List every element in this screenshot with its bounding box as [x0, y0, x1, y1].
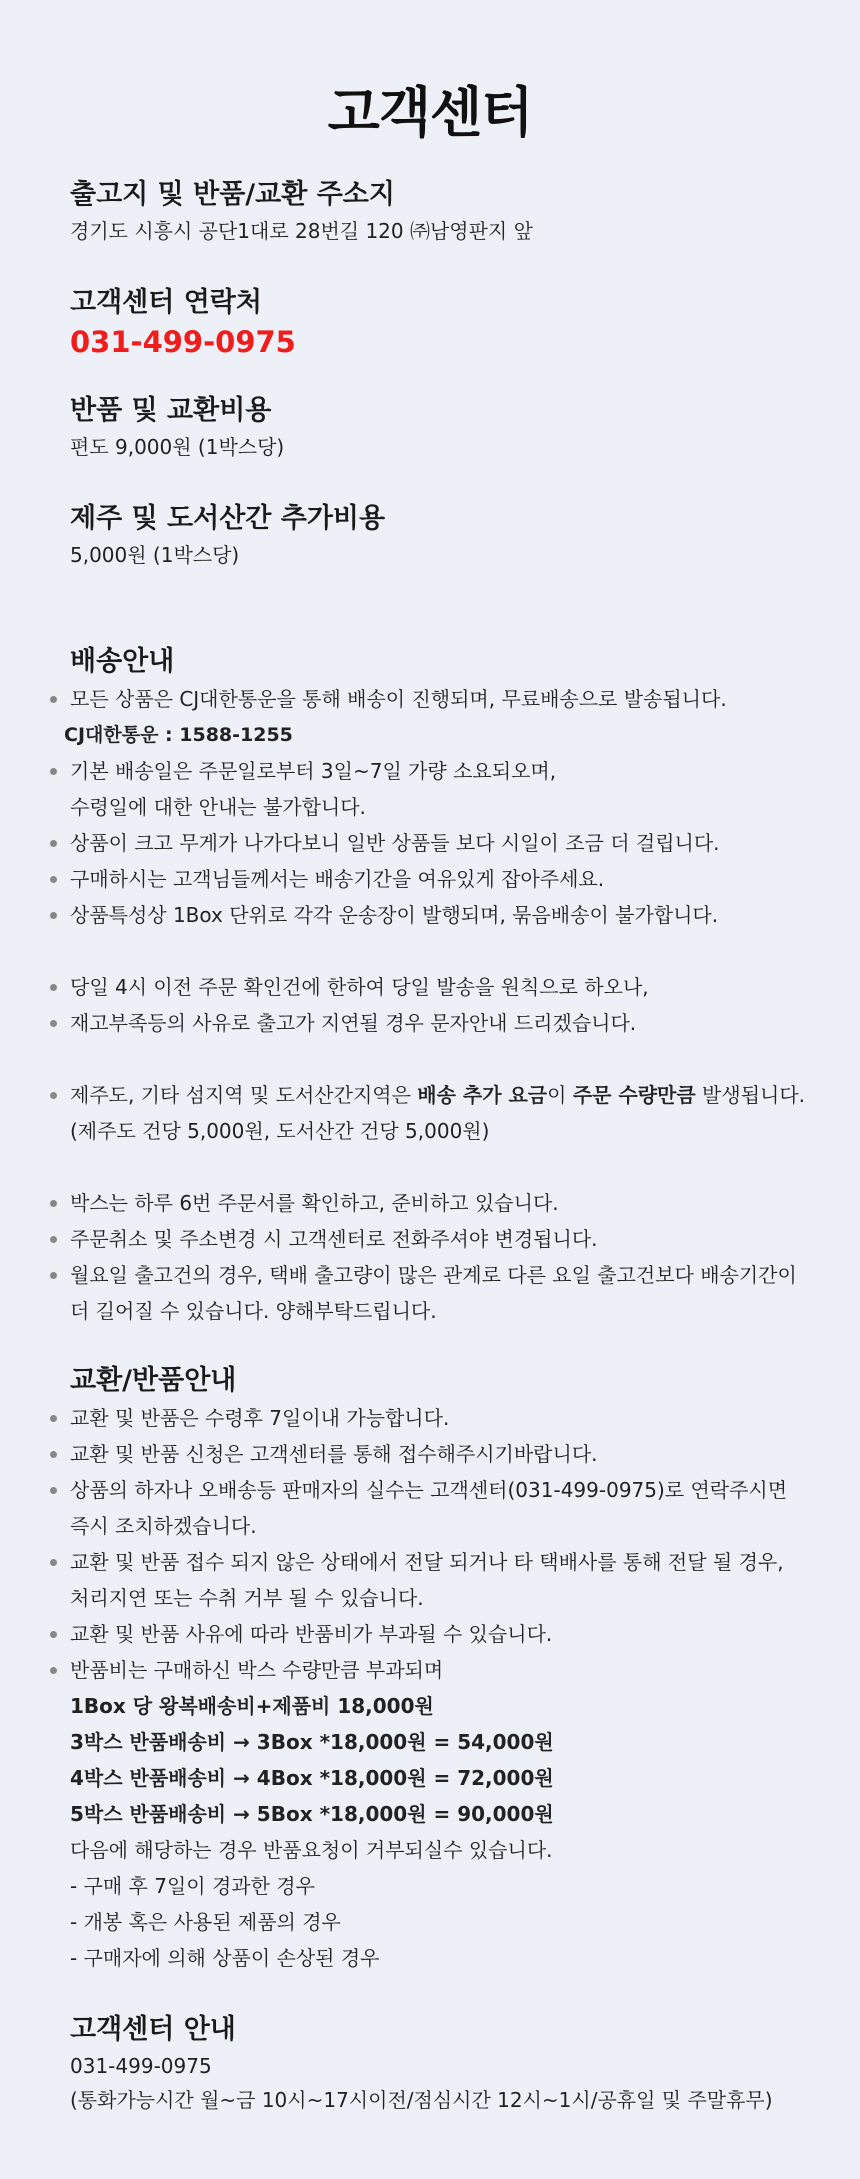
list-item-continued: 수령일에 대한 안내는 불가합니다.: [70, 795, 366, 819]
fee-line: 5박스 반품배송비 → 5Box *18,000원 = 90,000원: [70, 1802, 554, 1826]
address-heading: 출고지 및 반품/교환 주소지: [70, 179, 395, 210]
list-item: 반품비는 구매하신 박스 수량만큼 부과되며: [70, 1652, 840, 1688]
contact-heading: 고객센터 연락처: [70, 287, 262, 318]
list-item: 상품특성상 1Box 단위로 각각 운송장이 발행되며, 묶음배송이 불가합니다.: [70, 897, 840, 933]
list-item: 기본 배송일은 주문일로부터 3일~7일 가량 소요되오며,: [70, 753, 840, 789]
list-item-continued: 즉시 조치하겠습니다.: [70, 1514, 257, 1538]
exchange-heading: 교환/반품안내: [70, 1365, 237, 1396]
list-item: 구매하시는 고객님들께서는 배송기간을 여유있게 잡아주세요.: [70, 861, 840, 897]
exchange-section: [70, 1362, 840, 1976]
list-item-continued: (제주도 건당 5,000원, 도서산간 건당 5,000원): [70, 1119, 490, 1143]
return-cost-section: [70, 392, 840, 464]
list-item: 교환 및 반품 사유에 따라 반품비가 부과될 수 있습니다.: [70, 1616, 840, 1652]
center-info-section: [70, 2011, 840, 2117]
list-item-continued: 처리지연 또는 수취 거부 될 수 있습니다.: [70, 1586, 424, 1610]
spacer: [70, 1149, 840, 1185]
list-item-surcharge: 제주도, 기타 섬지역 및 도서산간지역은 배송 추가 요금이 주문 수량만큼 발생됩니다.: [70, 1077, 840, 1113]
center-info-heading: 고객센터 안내: [70, 2014, 236, 2045]
spacer: [70, 933, 840, 969]
shipping-list: [64, 681, 840, 1329]
fee-line: 4박스 반품배송비 → 4Box *18,000원 = 72,000원: [70, 1766, 554, 1790]
list-item: 교환 및 반품 접수 되지 않은 상태에서 전달 되거나 타 택배사를 통해 전달 될 경우,: [70, 1544, 840, 1580]
refuse-item: - 개봉 혹은 사용된 제품의 경우: [70, 1910, 341, 1934]
return-cost-text: 편도 9,000원 (1박스당): [70, 435, 285, 459]
list-item: 상품의 하자나 오배송등 판매자의 실수는 고객센터(031-499-0975)로 연락주시면: [70, 1472, 840, 1508]
shipping-heading: 배송안내: [70, 646, 175, 677]
address-text: 경기도 시흥시 공단1대로 28번길 120 ㈜남영판지 앞: [70, 219, 533, 243]
shipping-section: [64, 643, 840, 1329]
center-info-phone: 031-499-0975: [70, 2054, 212, 2078]
fee-line: 3박스 반품배송비 → 3Box *18,000원 = 54,000원: [70, 1730, 554, 1754]
fee-line: 1Box 당 왕복배송비+제품비 18,000원: [70, 1694, 434, 1718]
refuse-item: - 구매자에 의해 상품이 손상된 경우: [70, 1946, 380, 1970]
list-item-continued: 더 길어질 수 있습니다. 양해부탁드립니다.: [70, 1299, 437, 1323]
list-item: 교환 및 반품 신청은 고객센터를 통해 접수해주시기바랍니다.: [70, 1436, 840, 1472]
refuse-item: - 구매 후 7일이 경과한 경우: [70, 1874, 315, 1898]
return-cost-heading: 반품 및 교환비용: [70, 395, 272, 426]
list-item: 주문취소 및 주소변경 시 고객센터로 전화주셔야 변경됩니다.: [70, 1221, 840, 1257]
page-title: 고객센터: [327, 81, 533, 144]
list-item: 상품이 크고 무게가 나가다보니 일반 상품들 보다 시일이 조금 더 걸립니다.: [70, 825, 840, 861]
address-section: [70, 176, 840, 248]
center-info-hours: (통화가능시간 월~금 10시~17시이전/점심시간 12시~1시/공휴일 및 주말휴무): [70, 2088, 773, 2112]
list-item: 당일 4시 이전 주문 확인건에 한하여 당일 발송을 원칙으로 하오나,: [70, 969, 840, 1005]
island-cost-text: 5,000원 (1박스당): [70, 543, 240, 567]
list-item: 모든 상품은 CJ대한통운을 통해 배송이 진행되며, 무료배송으로 발송됩니다.: [70, 681, 840, 717]
contact-section: [70, 284, 840, 362]
island-cost-heading: 제주 및 도서산간 추가비용: [70, 503, 386, 534]
contact-phone: 031-499-0975: [70, 325, 296, 359]
list-item: 박스는 하루 6번 주문서를 확인하고, 준비하고 있습니다.: [70, 1185, 840, 1221]
cj-phone-note: CJ대한통운 : 1588-1255: [64, 724, 293, 746]
exchange-list: [70, 1400, 840, 1976]
spacer: [70, 1041, 840, 1077]
list-item: 교환 및 반품은 수령후 7일이내 가능합니다.: [70, 1400, 840, 1436]
list-item: 재고부족등의 사유로 출고가 지연될 경우 문자안내 드리겠습니다.: [70, 1005, 840, 1041]
list-item: 월요일 출고건의 경우, 택배 출고량이 많은 관계로 다른 요일 출고건보다 배송기간이: [70, 1257, 840, 1293]
island-cost-section: [70, 500, 840, 572]
refuse-intro: 다음에 해당하는 경우 반품요청이 거부되실수 있습니다.: [70, 1838, 553, 1862]
